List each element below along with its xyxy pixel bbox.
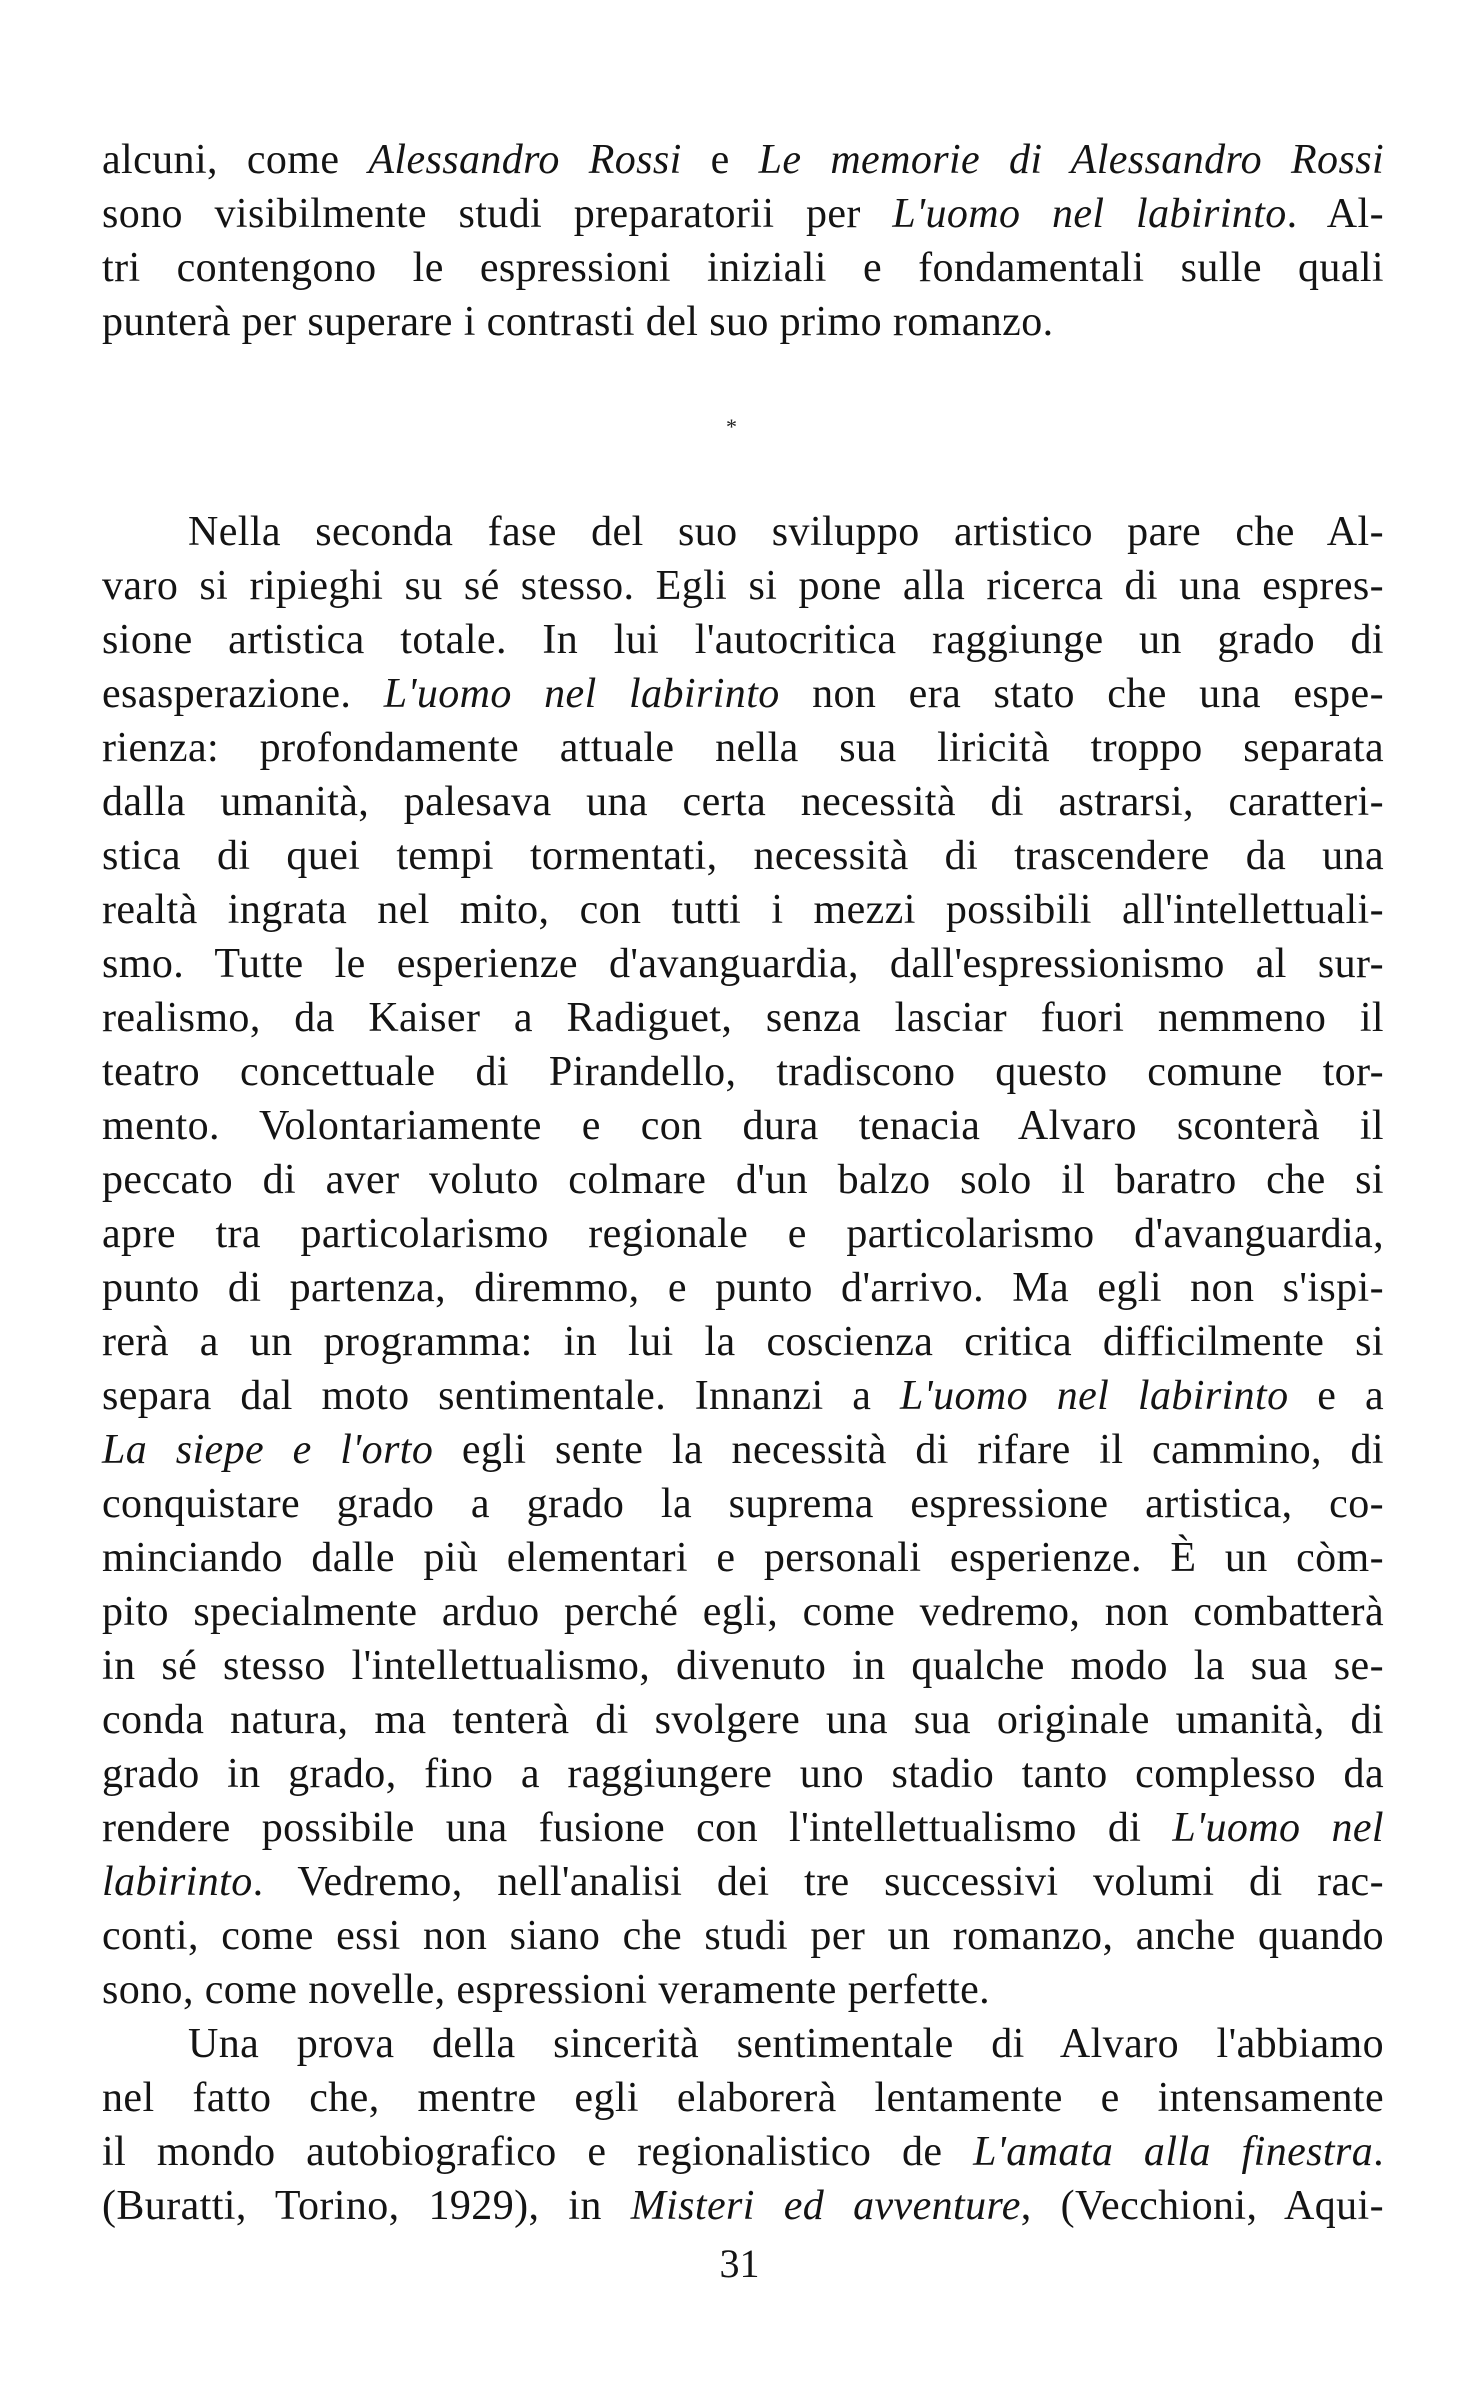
text-line: sono visibilmente studi preparatorii per L'uomo nel labirinto. Al-	[102, 191, 1384, 237]
text-line: il mondo autobiografico e regionalistico de L'amata alla finestra.	[102, 2129, 1384, 2175]
text-line: La siepe e l'orto egli sente la necessità di rifare il cammino, di	[102, 1427, 1384, 1473]
text-line: conquistare grado a grado la suprema espressione artistica, co-	[102, 1481, 1384, 1527]
text-line: alcuni, come Alessandro Rossi e Le memorie di Alessandro Rossi	[102, 137, 1385, 183]
text-line: varo si ripieghi su sé stesso. Egli si pone alla ricerca di una espres-	[102, 563, 1384, 609]
text-line: smo. Tutte le esperienze d'avanguardia, dall'espressionismo al sur-	[102, 941, 1384, 987]
text-line: rendere possibile una fusione con l'intellettualismo di L'uomo nel	[102, 1805, 1384, 1851]
text-line: nel fatto che, mentre egli elaborerà lentamente e intensamente	[102, 2075, 1384, 2121]
text-line: peccato di aver voluto colmare d'un balzo solo il baratro che si	[102, 1157, 1384, 1203]
text-line: stica di quei tempi tormentati, necessità di trascendere da una	[102, 833, 1384, 879]
text-line: realismo, da Kaiser a Radiguet, senza lasciar fuori nemmeno il	[102, 995, 1384, 1041]
text-line: sono, come novelle, espressioni veramente perfette.	[102, 1967, 991, 2013]
text-line: teatro concettuale di Pirandello, tradiscono questo comune tor-	[102, 1049, 1384, 1095]
text-line: Nella seconda fase del suo sviluppo artistico pare che Al-	[188, 509, 1384, 555]
text-line: punterà per superare i contrasti del suo primo romanzo.	[102, 299, 1054, 345]
text-line: dalla umanità, palesava una certa necessità di astrarsi, caratteri-	[102, 779, 1384, 825]
text-line: (Buratti, Torino, 1929), in Misteri ed avventure, (Vecchioni, Aqui-	[102, 2183, 1384, 2229]
text-line: realtà ingrata nel mito, con tutti i mezzi possibili all'intellettuali-	[102, 887, 1384, 933]
text-line: rienza: profondamente attuale nella sua liricità troppo separata	[102, 725, 1384, 771]
text-line: in sé stesso l'intellettualismo, divenuto in qualche modo la sua se-	[102, 1643, 1384, 1689]
text-line: Una prova della sincerità sentimentale di Alvaro l'abbiamo	[188, 2021, 1384, 2067]
section-separator-mark: *	[726, 414, 737, 439]
text-line: punto di partenza, diremmo, e punto d'arrivo. Ma egli non s'ispi-	[102, 1265, 1384, 1311]
text-line: rerà a un programma: in lui la coscienza critica difficilmente si	[102, 1319, 1384, 1365]
text-line: minciando dalle più elementari e personali esperienze. È un còm-	[102, 1535, 1384, 1581]
text-line: grado in grado, fino a raggiungere uno stadio tanto complesso da	[102, 1751, 1384, 1797]
text-line: pito specialmente arduo perché egli, come vedremo, non combatterà	[102, 1589, 1384, 1635]
text-line: labirinto. Vedremo, nell'analisi dei tre successivi volumi di rac-	[102, 1859, 1384, 1905]
text-line: mento. Volontariamente e con dura tenacia Alvaro sconterà il	[102, 1103, 1384, 1149]
text-line: apre tra particolarismo regionale e particolarismo d'avanguardia,	[102, 1211, 1384, 1257]
text-line: sione artistica totale. In lui l'autocritica raggiunge un grado di	[102, 617, 1384, 663]
text-line: conti, come essi non siano che studi per un romanzo, anche quando	[102, 1913, 1384, 1959]
text-line: esasperazione. L'uomo nel labirinto non era stato che una espe-	[102, 671, 1384, 717]
page-number: 31	[719, 2241, 760, 2286]
text-line: conda natura, ma tenterà di svolgere una sua originale umanità, di	[102, 1697, 1384, 1743]
text-line: separa dal moto sentimentale. Innanzi a L'uomo nel labirinto e a	[102, 1373, 1384, 1419]
text-line: tri contengono le espressioni iniziali e fondamentali sulle quali	[102, 245, 1384, 291]
